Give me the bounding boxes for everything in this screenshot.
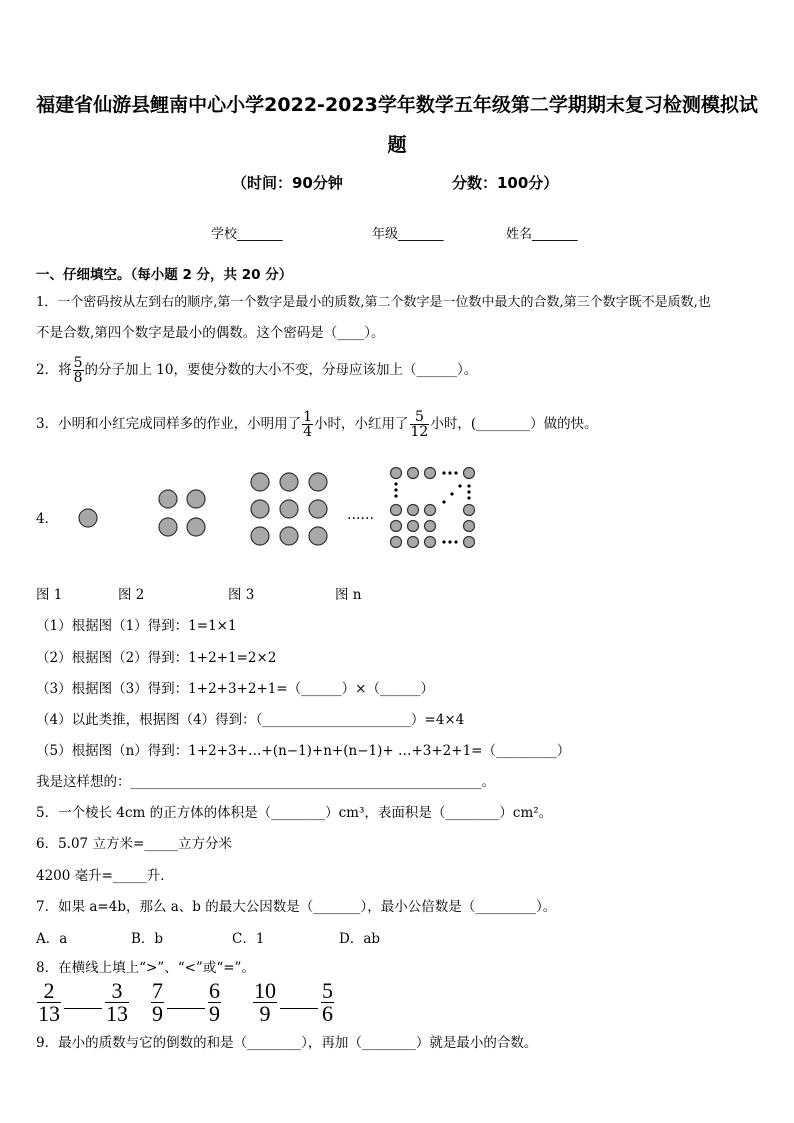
compare-pair-1: $\frac{2}{13}$ $\frac{3}{13}$	[38, 978, 128, 1026]
question-1-line1: 1．一个密码按从左到右的顺序,第一个数字是最小的质数,第二个数字是一位数中最大的合数,第三个数字既不是质数,也	[36, 295, 711, 310]
figure-2-dot	[159, 490, 177, 508]
figure-n-dot	[464, 468, 475, 479]
figure-3-dot	[309, 527, 327, 545]
question-7: 7．如果 a=4b，那么 a、b 的最大公因数是（_______），最小公倍数是（_________）。	[36, 899, 557, 915]
question-4-number: 4．	[36, 511, 59, 527]
figure-1-dot	[79, 509, 97, 527]
figure-3-dot	[251, 527, 269, 545]
compare-pair-3: $\frac{10}{9}$ $\frac{5}{6}$	[254, 978, 333, 1026]
figure-3-dot	[280, 473, 298, 491]
question-9: 9．最小的质数与它的倒数的和是（________），再加（________）就是最小的合数。	[36, 1035, 538, 1051]
question-4-think: 我是这样想的：____________________________________________________。	[36, 774, 495, 790]
question-7-option-c: C．1	[232, 931, 265, 947]
ellipsis-dot	[454, 471, 457, 474]
figure-n-dot	[408, 468, 419, 479]
grade-field: 年级_______	[372, 227, 444, 242]
question-2: 2．将 $\frac{5}{8}$ 的分子加上 10，要使分数的大小不变，分母应该加上（______）。	[36, 355, 478, 386]
question-3: 3．小明和小红完成同样多的作业，小明用了 $\frac{1}{4}$ 小时，小红用了 $\frac{5}{12}$ 小时，(________）做的快。	[36, 409, 598, 440]
ellipsis-dot	[442, 471, 445, 474]
question-5: 5．一个棱长 4cm 的正方体的体积是（________）cm³，表面积是（________）cm²。	[36, 805, 553, 821]
figure-n-dot	[408, 521, 419, 532]
score-info: 分数：100分）	[452, 174, 559, 192]
ellipsis-dot	[448, 540, 451, 543]
question-4-item-1: （1）根据图（1）得到：1=1×1	[36, 618, 237, 634]
figure-n-dot	[408, 505, 419, 516]
figure-n-dot	[408, 537, 419, 548]
figure-n-dot	[425, 468, 436, 479]
figure-n-dot	[425, 505, 436, 516]
ellipsis-dot	[458, 484, 461, 487]
figure-2-dot	[187, 518, 205, 536]
question-4-item-5: （5）根据图（n）得到：1+2+3+…+(n−1)+n+(n−1)+ …+3+2+1=（_________）	[36, 743, 571, 759]
fraction-5-12: $\frac{5}{12}$	[410, 409, 429, 440]
figure-n-dot	[464, 537, 475, 548]
ellipsis-dot	[454, 540, 457, 543]
figure-n-dot	[391, 468, 402, 479]
exam-title-line2: 题	[387, 134, 407, 156]
figure-3-dot	[309, 473, 327, 491]
ellipsis-dot	[394, 494, 397, 497]
ellipsis-dot	[394, 488, 397, 491]
figure-n-dot	[425, 537, 436, 548]
figure-label-3: 图 3	[228, 587, 255, 603]
figure-n-dot	[464, 521, 475, 532]
compare-blank-2[interactable]	[167, 996, 205, 1009]
fraction-5-8: $\frac{5}{8}$	[73, 355, 83, 386]
fraction-1-4: $\frac{1}{4}$	[303, 409, 313, 440]
compare-blank-3[interactable]	[280, 996, 318, 1009]
figure-n-dot	[391, 537, 402, 548]
figure-2-dot	[187, 490, 205, 508]
figure-n-dot	[391, 505, 402, 516]
compare-pair-2: $\frac{7}{9}$ $\frac{6}{9}$	[152, 978, 220, 1026]
section-1-heading: 一、仔细填空。（每小题 2 分，共 20 分）	[36, 267, 293, 283]
ellipsis-dot	[448, 471, 451, 474]
figure-label-1: 图 1	[36, 587, 63, 603]
ellipsis-dot	[467, 490, 470, 493]
figure-3-dot	[309, 500, 327, 518]
figure-label-2: 图 2	[118, 587, 145, 603]
figure-n-dot	[464, 505, 475, 516]
school-field: 学校_______	[211, 227, 283, 242]
question-7-option-d: D．ab	[339, 931, 381, 947]
ellipsis-dot	[450, 492, 453, 495]
question-7-option-a: A．a	[36, 931, 68, 947]
figure-2-dot	[159, 518, 177, 536]
question-6-line1: 6．5.07 立方米=_____立方分米	[36, 836, 233, 852]
compare-blank-1[interactable]	[64, 996, 102, 1009]
figure-3-dot	[280, 500, 298, 518]
time-info: （时间：90分钟	[232, 174, 343, 192]
question-6-line2: 4200 毫升=_____升．	[36, 868, 174, 884]
ellipsis-dot	[442, 500, 445, 503]
figure-3-dot	[251, 500, 269, 518]
figure-3-dot	[280, 527, 298, 545]
ellipsis-dot	[467, 496, 470, 499]
question-8: 8．在横线上填上“>”、“<”或“=”。	[36, 960, 255, 976]
ellipsis-dot	[467, 484, 470, 487]
question-4-item-2: （2）根据图（2）得到：1+2+1=2×2	[36, 650, 277, 666]
question-4-item-3: （3）根据图（3）得到：1+2+3+2+1=（______）×（______）	[36, 681, 434, 697]
name-field: 姓名_______	[506, 227, 578, 242]
ellipsis-dot	[442, 540, 445, 543]
figure-label-n: 图 n	[335, 587, 362, 603]
pattern-ellipsis: ……	[347, 507, 374, 523]
figure-n-dot	[425, 521, 436, 532]
ellipsis-dot	[394, 482, 397, 485]
question-7-option-b: B．b	[131, 931, 164, 947]
question-1-line2: 不是合数,第四个数字是最小的偶数。这个密码是（____）。	[36, 325, 385, 341]
figure-3-dot	[251, 473, 269, 491]
question-4-item-4: （4）以此类推，根据图（4）得到：（______________________）=4×4	[36, 712, 465, 728]
exam-title-line1: 福建省仙游县鲤南中心小学2022-2023学年数学五年级第二学期期末复习检测模拟试	[36, 94, 758, 116]
figure-n-dot	[391, 521, 402, 532]
